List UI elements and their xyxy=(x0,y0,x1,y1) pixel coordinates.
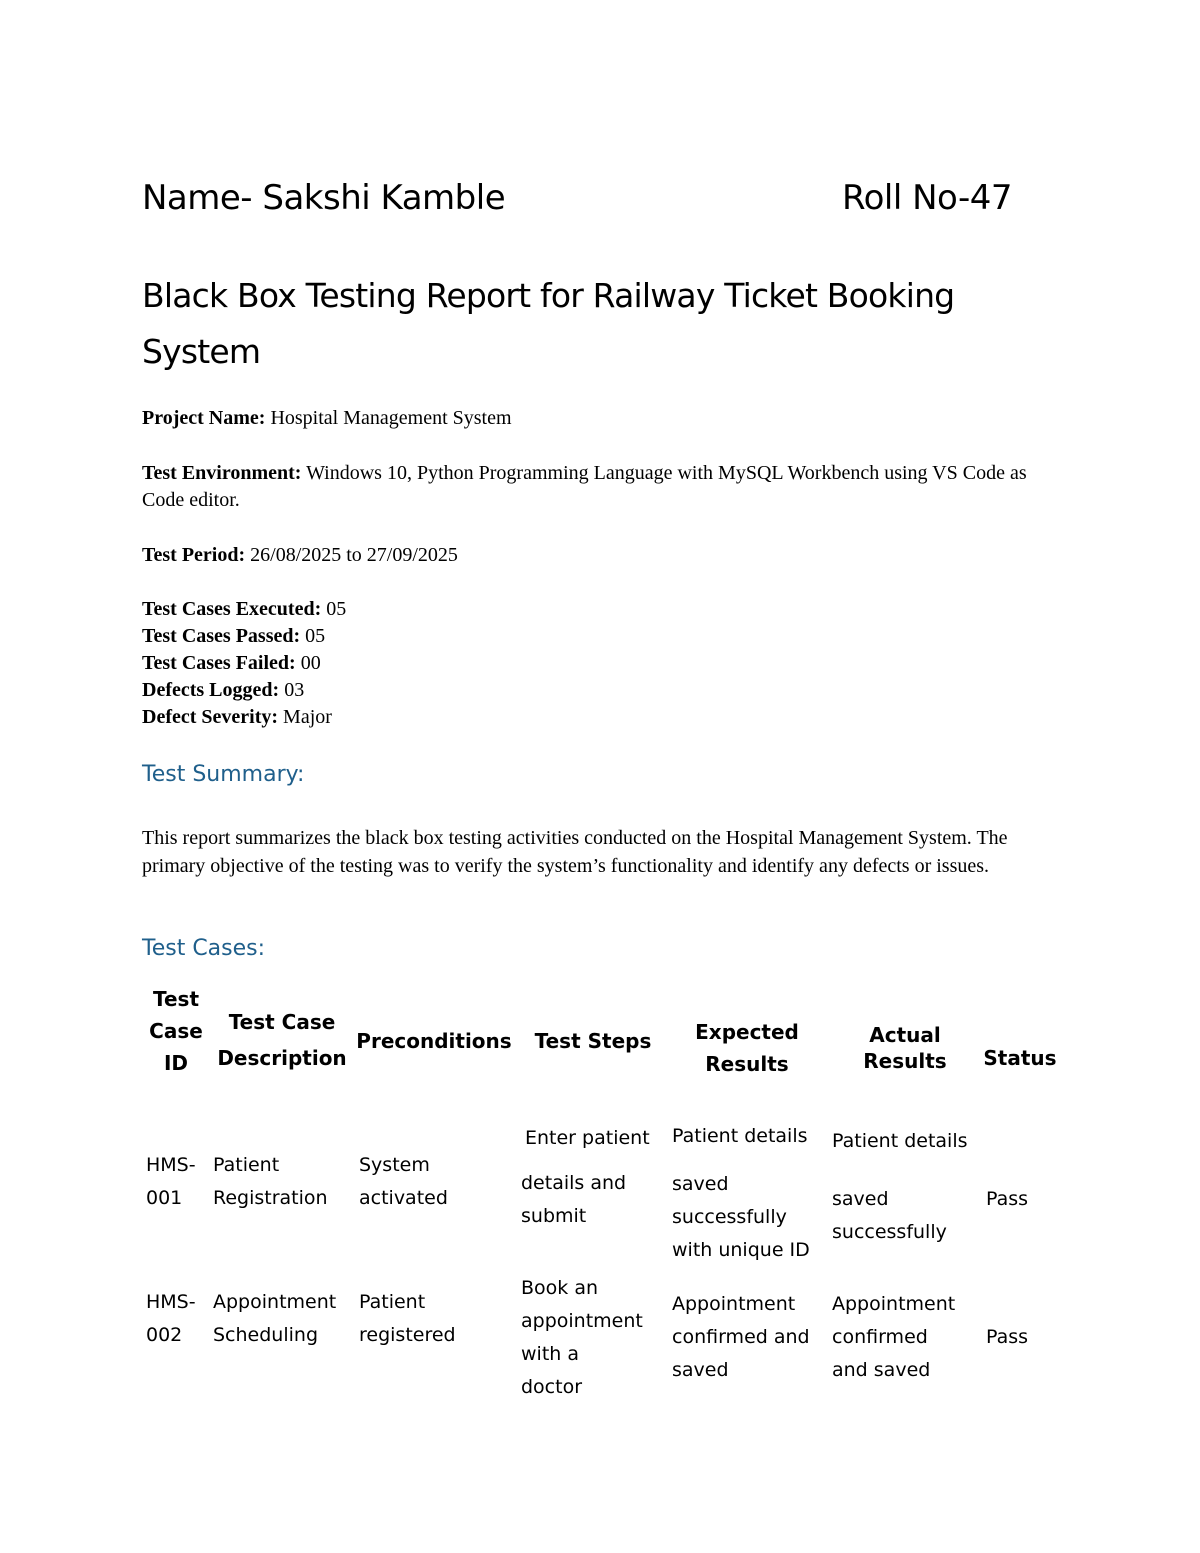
cell-line: doctor xyxy=(521,1376,583,1398)
header-expected-line: Expected xyxy=(695,1020,799,1044)
table-row-1-preconditions xyxy=(359,1149,448,1215)
roll-number: Roll No-47 xyxy=(842,178,1012,218)
cell-line: saved xyxy=(832,1188,889,1210)
cell-line: successfully xyxy=(832,1221,947,1243)
defects-label: Defects Logged: xyxy=(142,679,280,701)
table-row-1-expected xyxy=(672,1120,810,1267)
cell-line: Appointment xyxy=(213,1291,337,1313)
cell-line: 001 xyxy=(146,1187,183,1209)
severity-line xyxy=(142,704,1072,731)
executed-label: Test Cases Executed: xyxy=(142,598,322,620)
header-test-case-id xyxy=(142,983,210,1079)
project-name-value: Hospital Management System xyxy=(265,407,512,429)
student-header xyxy=(142,178,1012,230)
cell-line: details and xyxy=(521,1172,627,1194)
executed-value: 05 xyxy=(321,598,347,620)
test-summary-heading: Test Summary: xyxy=(142,762,305,787)
cell-line: Patient xyxy=(359,1291,426,1313)
test-environment-value: Windows 10, Python Programming Language with MySQL Workbench using VS Code as Code editor. xyxy=(142,462,1027,511)
cell-line: Patient details xyxy=(832,1130,968,1152)
header-actual-results xyxy=(830,1022,980,1074)
report-title: Black Box Testing Report for Railway Ticket Booking System xyxy=(142,276,955,371)
table-row-1-description xyxy=(213,1149,328,1215)
student-name: Name- Sakshi Kamble xyxy=(142,178,506,218)
cell-line: Patient xyxy=(213,1154,280,1176)
cell-line: HMS- xyxy=(146,1291,196,1313)
cell-line: successfully xyxy=(672,1206,787,1228)
header-preconditions: Preconditions xyxy=(356,1029,512,1053)
severity-value: Major xyxy=(278,706,332,728)
cell-line: Scheduling xyxy=(213,1324,319,1346)
cell-line: saved xyxy=(672,1359,729,1381)
test-period-value: 26/08/2025 to 27/09/2025 xyxy=(245,544,458,566)
cell-line: Patient details xyxy=(672,1125,808,1147)
executed-line xyxy=(142,596,1072,623)
test-summary-text: This report summarizes the black box testing activities conducted on the Hospital Management System. The primary objective of the testing was to verify the system’s functionality and identify any defects or issues. xyxy=(142,827,1008,877)
cell-line: registered xyxy=(359,1324,456,1346)
header-id-line: Test xyxy=(152,987,199,1011)
header-test-steps: Test Steps xyxy=(534,1029,652,1053)
cell-line: confirmed xyxy=(832,1326,928,1348)
test-period-label: Test Period: xyxy=(142,544,246,566)
table-row-2-actual xyxy=(832,1288,955,1387)
table-row-1-id xyxy=(146,1149,196,1215)
cell-line: Book an xyxy=(521,1277,599,1299)
header-id-line: Case xyxy=(149,1019,203,1043)
table-row-1-actual xyxy=(832,1125,968,1249)
table-row-2-expected xyxy=(672,1288,810,1387)
project-name-label: Project Name: xyxy=(142,407,266,429)
project-name-line xyxy=(142,405,1072,432)
test-period-line xyxy=(142,542,1072,569)
header-description xyxy=(212,1004,352,1076)
table-row-1-status: Pass xyxy=(986,1188,1029,1210)
defects-value: 03 xyxy=(279,679,305,701)
table-row-2-preconditions xyxy=(359,1286,456,1352)
table-row-1-steps xyxy=(521,1122,650,1233)
failed-line xyxy=(142,650,1072,677)
defects-line xyxy=(142,677,1072,704)
test-environment-line xyxy=(142,460,1042,514)
cell-line: Enter patient xyxy=(525,1127,650,1149)
passed-value: 05 xyxy=(300,625,326,647)
passed-line xyxy=(142,623,1072,650)
header-expected-results xyxy=(672,1016,822,1080)
cell-line: HMS- xyxy=(146,1154,196,1176)
passed-label: Test Cases Passed: xyxy=(142,625,301,647)
table-row-2-steps xyxy=(521,1272,643,1404)
cell-line: with unique ID xyxy=(672,1239,810,1261)
test-cases-heading: Test Cases: xyxy=(142,936,266,961)
header-actual-line: Results xyxy=(863,1049,947,1073)
test-environment-label: Test Environment: xyxy=(142,462,302,484)
cell-line: with a xyxy=(521,1343,579,1365)
header-actual-line: Actual xyxy=(869,1023,941,1047)
header-status: Status xyxy=(983,1046,1057,1070)
table-row-2-id xyxy=(146,1286,196,1352)
cell-line: appointment xyxy=(521,1310,643,1332)
cell-line: and saved xyxy=(832,1359,931,1381)
cell-line: saved xyxy=(672,1173,729,1195)
test-stats-block xyxy=(142,596,1072,731)
header-desc-line: Description xyxy=(217,1046,347,1070)
cell-line: Appointment xyxy=(672,1293,796,1315)
header-expected-line: Results xyxy=(705,1052,789,1076)
header-desc-line: Test Case xyxy=(228,1010,336,1034)
failed-value: 00 xyxy=(295,652,321,674)
cell-line: confirmed and xyxy=(672,1326,810,1348)
cell-line: 002 xyxy=(146,1324,183,1346)
table-row-2-description xyxy=(213,1286,336,1352)
cell-line: activated xyxy=(359,1187,448,1209)
header-id-line: ID xyxy=(163,1051,189,1075)
failed-label: Test Cases Failed: xyxy=(142,652,296,674)
cell-line: System xyxy=(359,1154,430,1176)
table-row-2-status: Pass xyxy=(986,1326,1029,1348)
cell-line: Registration xyxy=(213,1187,328,1209)
severity-label: Defect Severity: xyxy=(142,706,279,728)
cell-line: submit xyxy=(521,1205,587,1227)
cell-line: Appointment xyxy=(832,1293,956,1315)
